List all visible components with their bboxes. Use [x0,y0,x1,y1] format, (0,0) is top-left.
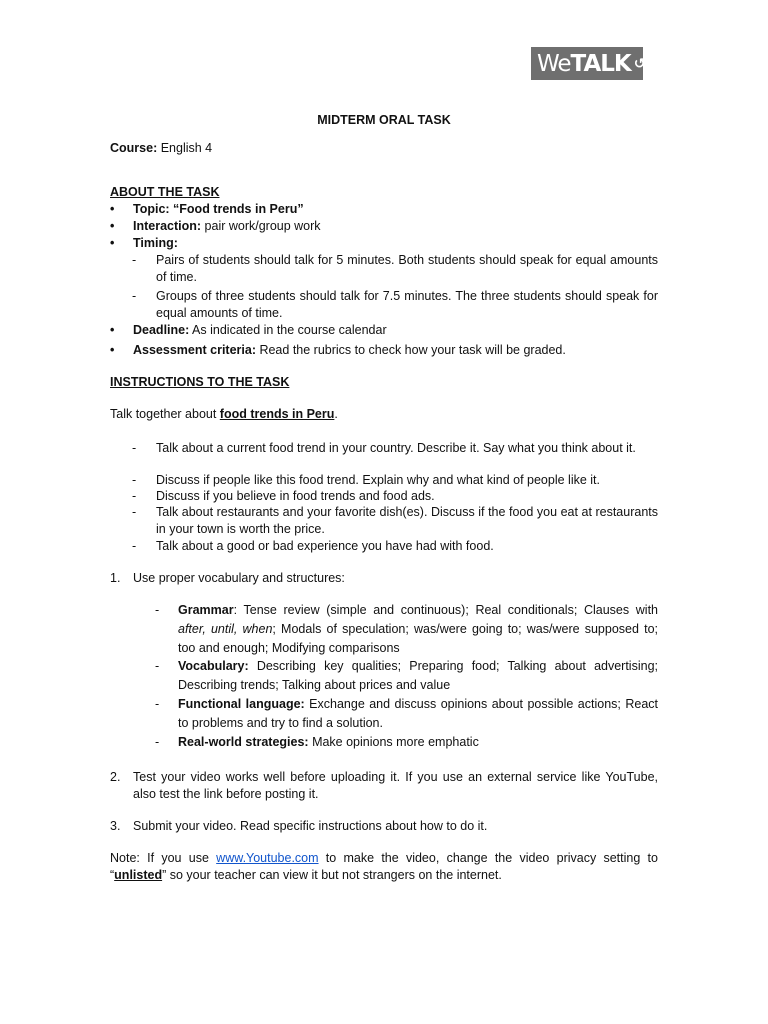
dash-mark: - [132,441,137,455]
functional-label: Functional language: [178,697,305,711]
step-2 [110,769,658,803]
dash-mark: - [155,697,160,711]
instruction-item [132,488,658,505]
grammar-label: Grammar [178,603,234,617]
note-suffix: ” so your teacher can view it but not strangers on the internet. [162,868,502,882]
dash-mark: - [155,659,160,673]
dash-mark: - [132,539,137,553]
youtube-link[interactable]: www.Youtube.com [216,851,319,865]
logo-mark-icon: ↺ [633,55,645,72]
realworld-item [155,733,658,752]
assessment-value: Read the rubrics to check how your task will be graded. [255,343,566,357]
course-value: English 4 [157,141,213,155]
grammar-italic: after, until, when [178,622,273,636]
timing-item-text: Pairs of students should talk for 5 minutes. Both students should speak for equal amounts of time. [156,253,658,284]
step-number: 3. [110,819,121,833]
realworld-label: Real-world strategies: [178,735,309,749]
step-number: 2. [110,770,121,784]
intro-suffix: . [334,407,338,421]
instruction-text: Talk about a good or bad experience you have had with food. [156,539,494,553]
instruction-text: Talk about restaurants and your favorite dish(es). Discuss if the food you eat at restaurants in your town is worth the price. [156,505,658,536]
functional-text: Exchange and discuss opinions about possible actions; React to problems and try to find a solution. [178,697,659,730]
timing-item-text: Groups of three students should talk for 7.5 minutes. The three students should speak for equal amounts of time. [156,289,658,320]
dash-mark: - [155,603,160,617]
deadline-label: Deadline: [133,323,190,337]
instruction-text: Discuss if people like this food trend. Explain why and what kind of people like it. [156,473,600,487]
step-text: Test your video works well before uploading it. If you use an external service like YouTube, also test the link before posting it. [133,770,658,801]
dash-mark: - [132,489,137,503]
interaction-label: Interaction: [133,219,202,233]
bullet-icon: • [110,202,115,216]
instruction-text: Discuss if you believe in food trends and food ads. [156,489,435,503]
grammar-text-b: ; Modals of speculation; was/were going to; was/were supposed to; too and enough; Modifying comparisons [178,622,659,655]
topic-label: Topic: “Food trends in Peru” [133,202,304,216]
logo-we: We [537,50,571,77]
course-label: Course: [110,141,158,155]
functional-item [155,695,658,733]
dash-mark: - [132,253,137,267]
step-3 [110,818,658,835]
instructions-heading: INSTRUCTIONS TO THE TASK [110,375,290,389]
bullet-icon: • [110,323,115,337]
dash-mark: - [132,505,137,519]
instruction-item [132,472,658,489]
note-unlisted: unlisted [114,868,163,882]
realworld-text: Make opinions more emphatic [308,735,479,749]
instruction-text: Talk about a current food trend in your country. Describe it. Say what you think about it. [156,441,636,455]
dash-mark: - [155,735,160,749]
instruction-item [132,440,658,457]
step-number: 1. [110,571,121,585]
course-line [110,140,658,157]
note-prefix: Note: If you use [110,851,217,865]
vocabulary-item [155,657,658,695]
timing-item [132,288,658,322]
page-title: MIDTERM ORAL TASK [317,113,451,127]
assessment-label: Assessment criteria: [133,343,256,357]
vocabulary-label: Vocabulary: [178,659,249,673]
logo-talk: TALK [570,50,631,77]
instructions-intro [110,406,658,423]
wetalk-logo [531,47,643,80]
intro-topic: food trends in Peru [219,407,335,421]
dash-mark: - [132,289,137,303]
note-middle: to make the video, change the video privacy setting to “ [110,851,658,882]
note-paragraph [110,850,658,884]
bullet-icon: • [110,219,115,233]
instruction-item [132,538,658,555]
interaction-value: pair work/group work [201,219,321,233]
instruction-item [132,504,658,538]
step-1 [110,570,658,587]
bullet-icon: • [110,236,115,250]
about-heading: ABOUT THE TASK [110,185,220,199]
deadline-value: As indicated in the course calendar [189,323,387,337]
bullet-icon: • [110,343,115,357]
timing-label: Timing: [133,236,178,250]
timing-item [132,252,658,286]
grammar-item [155,601,658,658]
step-text: Submit your video. Read specific instructions about how to do it. [133,819,488,833]
step-text: Use proper vocabulary and structures: [133,571,345,585]
grammar-text-a: : Tense review (simple and continuous); Real conditionals; Clauses with [233,603,658,617]
vocabulary-text: Describing key qualities; Preparing food; Talking about advertising; Describing trends; Talking about prices and value [178,659,658,692]
dash-mark: - [132,473,137,487]
intro-prefix: Talk together about [110,407,220,421]
